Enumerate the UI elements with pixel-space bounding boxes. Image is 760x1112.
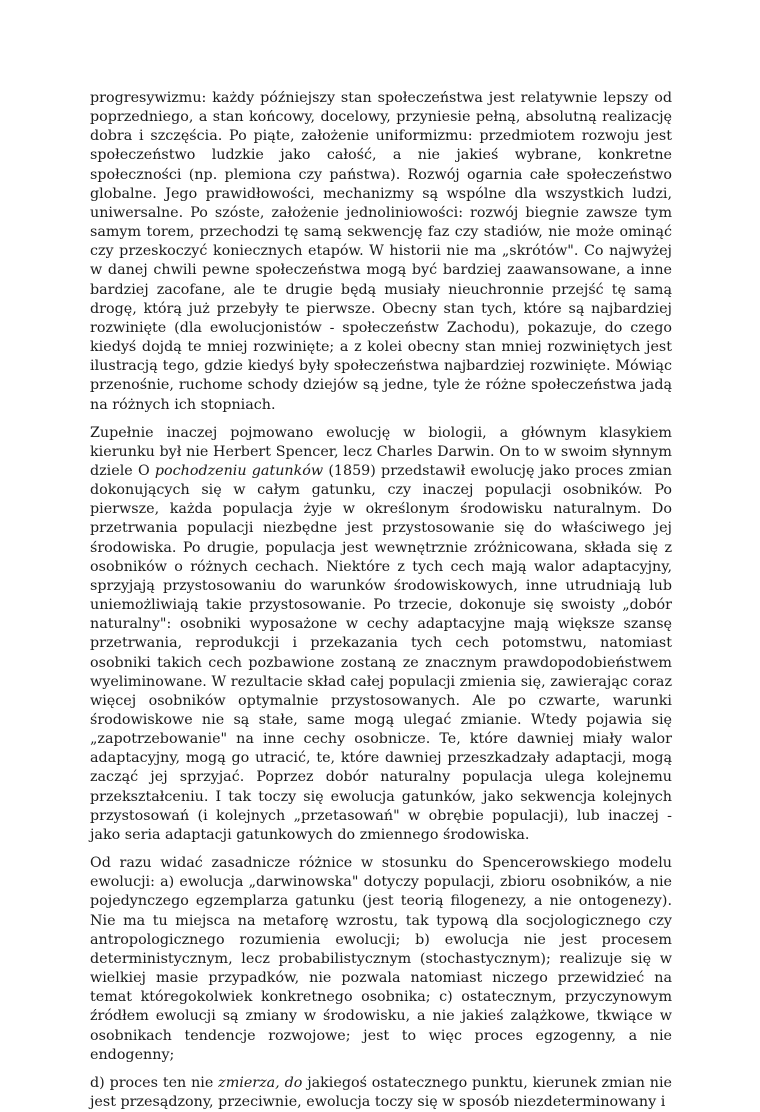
paragraph-text: progresywizmu: każdy późniejszy stan społeczeństwa jest relatywnie lepszy od poprzedniego, a stan końcowy, docelowy, przyniesie pełną, absolutną realizację dobra i szczęścia. Po piąte, założenie uniformizmu: przedmiotem rozwoju jest społeczeństwo ludzkie jako całość, a nie jakieś wybrane, konkretne społeczności (np. plemiona czy państwa). Rozwój ogarnia całe społeczeństwo globalne. Jego prawidłowości, mechanizmy są wspólne dla wszystkich ludzi, uniwersalne. Po szóste, założenie jednoliniowości: rozwój biegnie zawsze tym samym torem, przechodzi tę samą sekwencję faz czy stadiów, nie może ominąć czy przeskoczyć koniecznych etapów. W historii nie ma „skrótów". Co najwyżej w danej chwili pewne społeczeństwa mogą być bardziej zaawansowane, a inne bardziej zacofane, ale te drugie będą musiały nieuchronnie przejść tę samą drogę, którą już przebyły te pierwsze. Obecny stan tych, które są najbardziej rozwinięte (dla ewolucjonistów - społeczeństw Zachodu), pokazuje, do czego kiedyś dojdą te mniej rozwinięte; a z kolei obecny stan mniej rozwiniętych jest ilustracją tego, gdzie kiedyś były społeczeństwa najbardziej rozwinięte. Mówiąc przenośnie, ruchome schody dziejów są jedne, tyle że różne społeczeństwa jadą na różnych ich stopniach. — [90, 90, 672, 413]
paragraph-text: (1859) przedstawił ewolucję jako proces zmian dokonujących się w całym gatunku, czy inaczej populacji osobników. Po pierwsze, każda populacja żyje w określonym środowisku naturalnym. Do przetrwania populacji niezbędne jest przystosowanie się do właściwego jej środowiska. Po drugie, populacja jest wewnętrznie zróżnicowana, składa się z osobników o różnych cechach. Niektóre z tych cech mają walor adaptacyjny, sprzyjają przystosowaniu do warunków środowiskowych, inne utrudniają lub uniemożliwiają takie przystosowanie. Po trzecie, dokonuje się swoisty „dobór naturalny": osobniki wyposażone w cechy adaptacyjne mają większe szansę przetrwania, reprodukcji i przekazania tych cech potomstwu, natomiast osobniki takich cech pozbawione zostaną ze znacznym prawdopodobieństwem wyeliminowane. W rezultacie skład całej populacji zmienia się, zawierając coraz więcej osobników optymalnie przystosowanych. Ale po czwarte, warunki środowiskowe nie są stałe, same mogą ulegać zmianie. Wtedy pojawia się „zapotrzebowanie" na inne cechy osobnicze. Te, które dawniej miały walor adaptacyjny, mogą go utracić, te, które dawniej przeszkadzały adaptacji, mogą zacząć jej sprzyjać. Poprzez dobór naturalny populacja ulega kolejnemu przekształceniu. I tak toczy się ewolucja gatunków, jako sekwencja kolejnych przystosowań (i kolejnych „przetasowań" w obrębie populacji), lub inaczej - jako seria adaptacji gatunkowych do zmiennego środowiska. — [90, 462, 673, 843]
paragraph-progresywizm — [90, 89, 672, 415]
paragraph-darwin-evolution — [90, 424, 672, 845]
paragraph-differences — [90, 854, 672, 1065]
paragraph-text: jakiegoś ostatecznego punktu, kierunek zmian nie jest przesądzony, przeciwnie, ewolucja toczy się w sposób niezdeterminowany i — [90, 1074, 672, 1110]
document-page — [90, 89, 672, 1112]
book-title-italic: pochodzeniu gatunków — [154, 462, 324, 479]
paragraph-text: Zupełnie inaczej pojmowano ewolucję w biologii, a głównym klasykiem kierunku był nie Herbert Spencer, lecz Charles Darwin. On to w swoim słynnym dziele O — [90, 424, 672, 479]
paragraph-text: d) proces ten nie — [90, 1074, 219, 1091]
italic-phrase: zmierza, do — [218, 1074, 303, 1091]
paragraph-point-d — [90, 1074, 672, 1112]
paragraph-text: Od razu widać zasadnicze różnice w stosunku do Spencerowskiego modelu ewolucji: a) ewolucja „darwinowska" dotyczy populacji, zbioru osobników, a nie pojedynczego egzemplarza gatunku (jest teorią filogenezy, a nie ontogenezy). Nie ma tu miejsca na metaforę wzrostu, tak typową dla socjologicznego czy antropologicznego rozumienia ewolucji; b) ewolucja nie jest procesem deterministycznym, lecz probabilistycznym (stochastycznym); realizuje się w wielkiej masie przypadków, nie pozwala natomiast niczego przewidzieć na temat któregokolwiek konkretnego osobnika; c) ostatecznym, przyczynowym źródłem ewolucji są zmiany w środowisku, a nie jakieś zalążkowe, tkwiące w osobnikach tendencje rozwojowe; jest to więc proces egzogenny, a nie endogenny; — [90, 855, 672, 1063]
